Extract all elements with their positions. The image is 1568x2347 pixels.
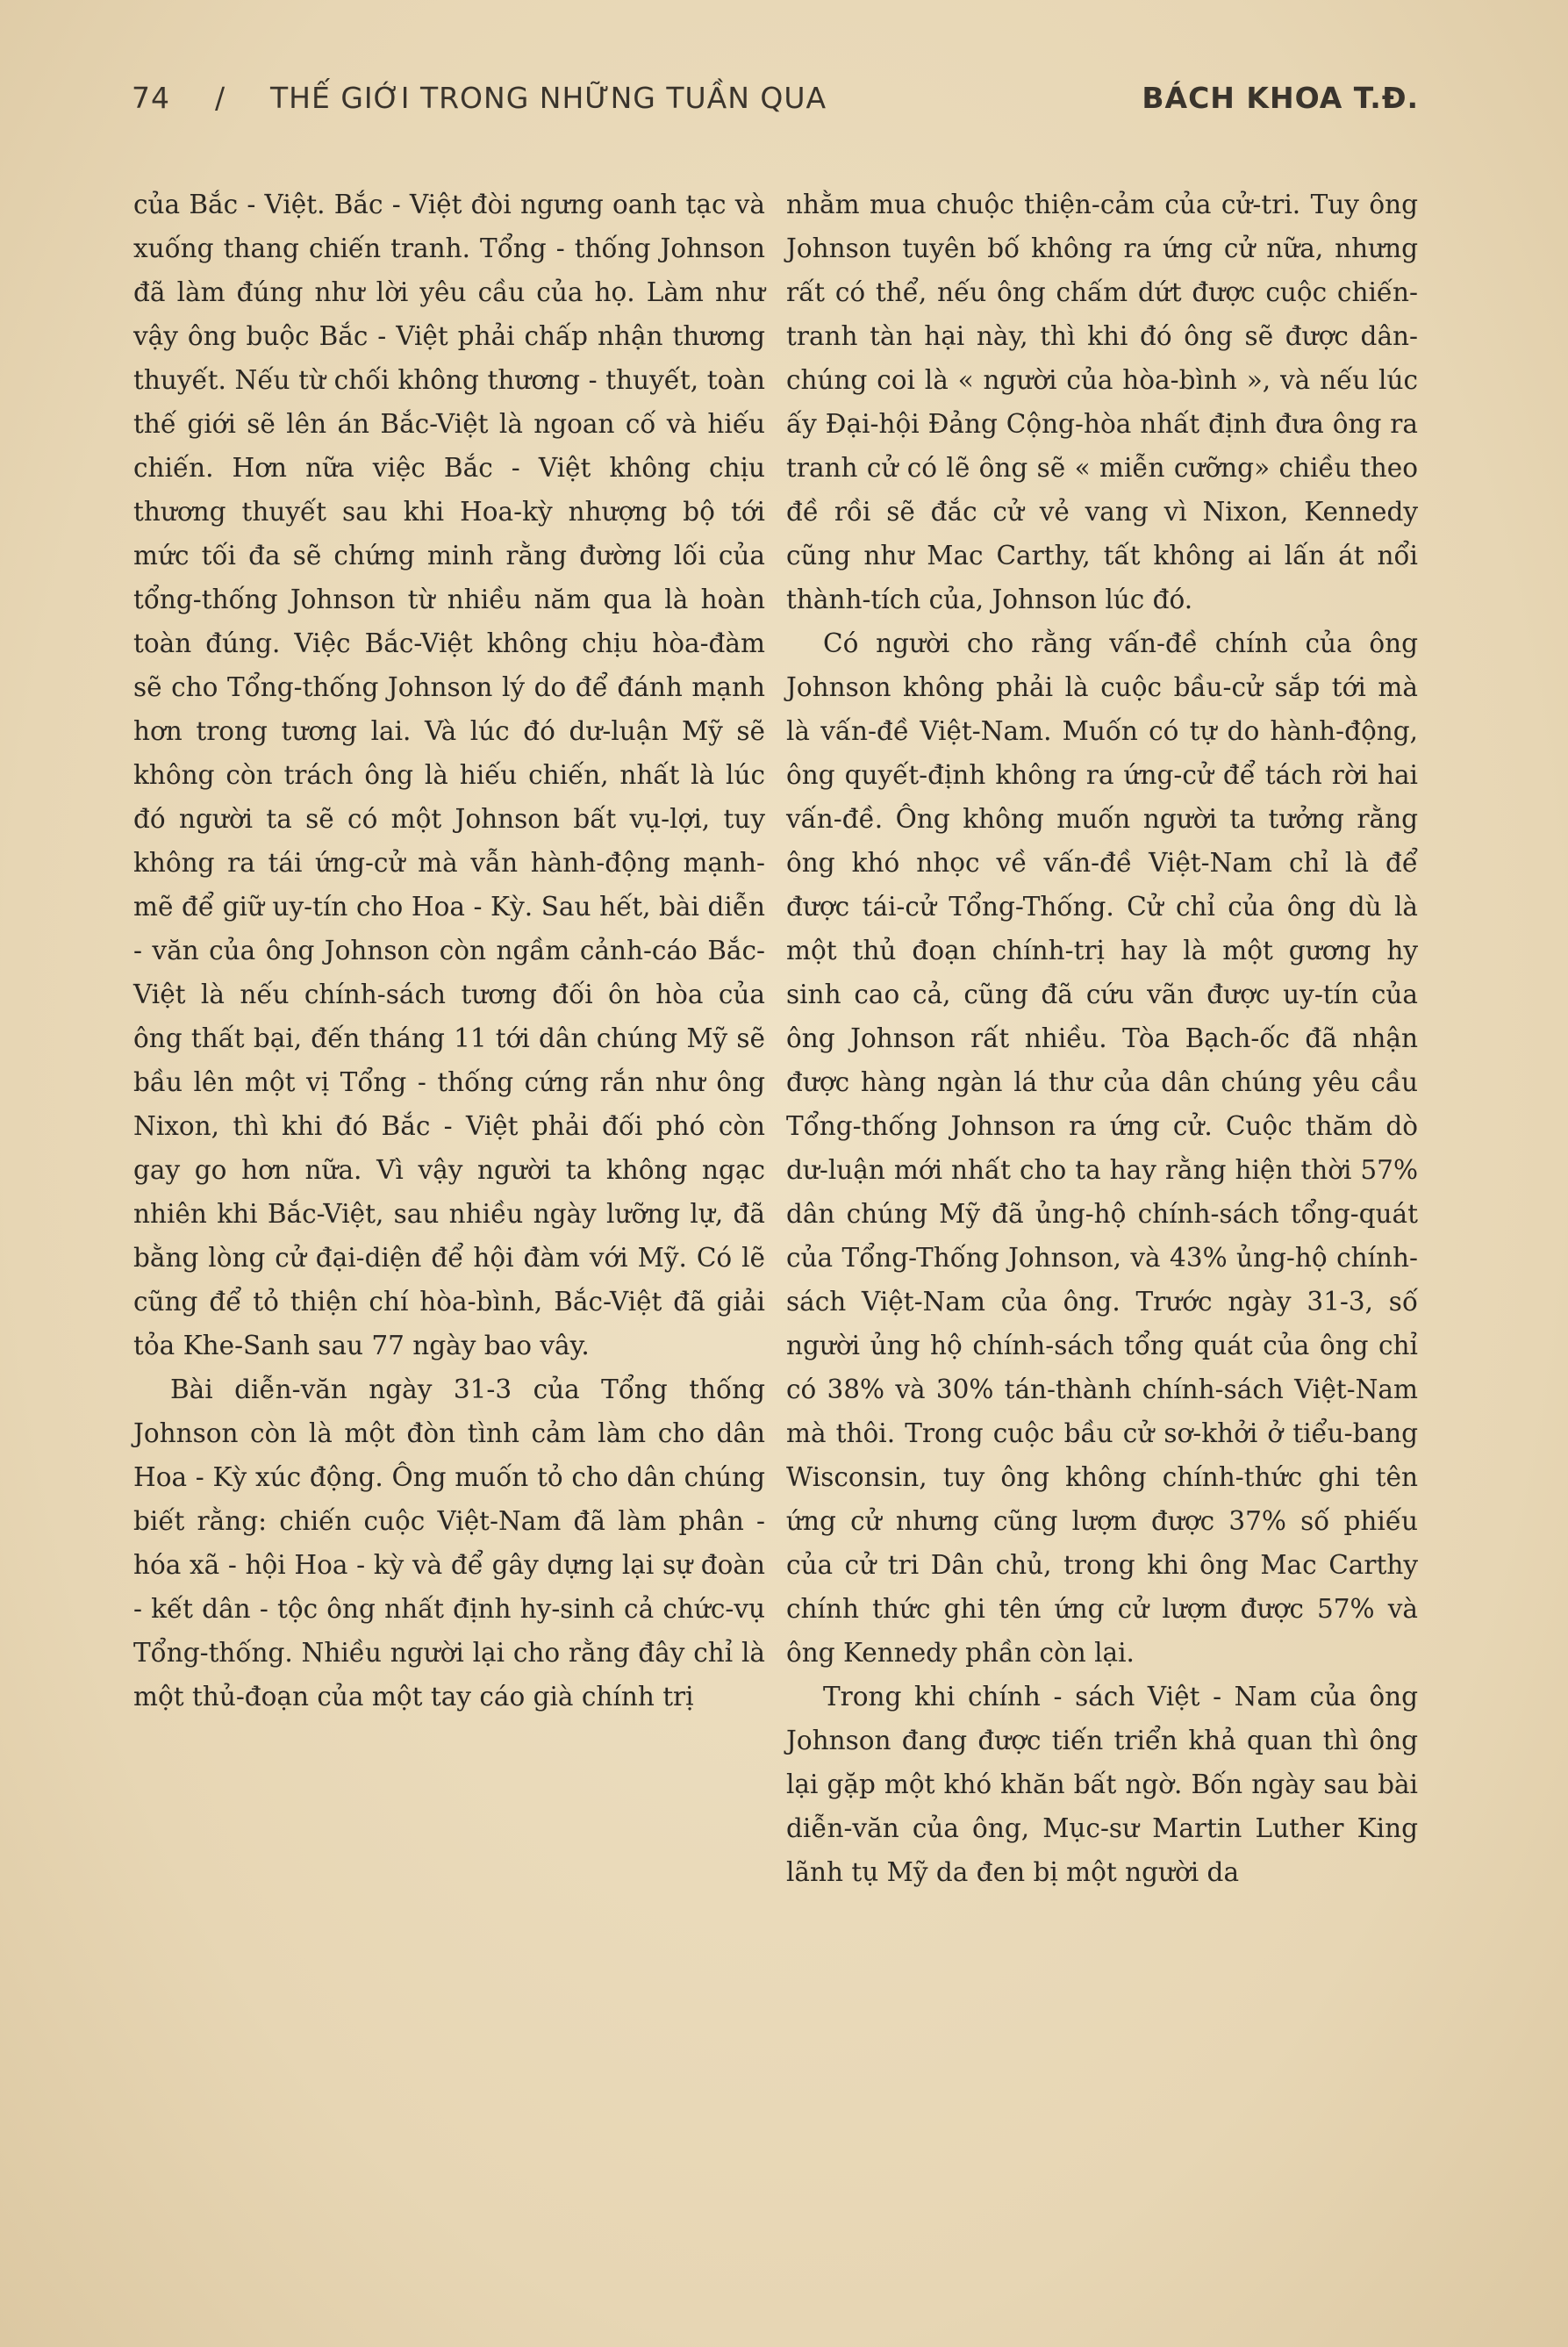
paragraph: nhằm mua chuộc thiện-cảm của cử-tri. Tuy ông Johnson tuyên bố không ra ứng cử nữa, nhưng rất có thể, nếu ông chấm dứt được cuộc chiến-tranh tàn hại này, thì khi đó ông sẽ được dân-chúng coi là « người của hòa-bình », và nếu lúc ấy Đại-hội Đảng Cộng-hòa nhất định đưa ông ra tranh cử có lẽ ông sẽ « miễn cưỡng» chiều theo đề rồi sẽ đắc cử vẻ vang vì Nixon, Kennedy cũng như Mac Carthy, tất không ai lấn át nổi thành-tích của, Johnson lúc đó. (786, 190, 1418, 614)
right-column (786, 183, 1418, 1894)
left-column (133, 183, 765, 1719)
header-separator: / (215, 81, 226, 115)
running-header (132, 81, 1419, 125)
page-number: 74 (132, 81, 170, 115)
paragraph: Bài diễn-văn ngày 31-3 của Tổng thống Johnson còn là một đòn tình cảm làm cho dân Hoa - Kỳ xúc động. Ông muốn tỏ cho dân chúng biết rằng: chiến cuộc Việt-Nam đã làm phân - hóa xã - hội Hoa - kỳ và để gây dựng lại sự đoàn - kết dân - tộc ông nhất định hy-sinh cả chức-vụ Tổng-thống. Nhiều người lại cho rằng đây chỉ là một thủ-đoạn của một tay cáo già chính trị (133, 1374, 765, 1712)
journal-name: BÁCH KHOA T.Đ. (1142, 81, 1419, 115)
paragraph: của Bắc - Việt. Bắc - Việt đòi ngưng oanh tạc và xuống thang chiến tranh. Tổng - thống Johnson đã làm đúng như lời yêu cầu của họ. Làm như vậy ông buộc Bắc - Việt phải chấp nhận thương thuyết. Nếu từ chối không thương - thuyết, toàn thế giới sẽ lên án Bắc-Việt là ngoan cố và hiếu chiến. Hơn nữa việc Bắc - Việt không chịu thương thuyết sau khi Hoa-kỳ nhượng bộ tới mức tối đa sẽ chứng minh rằng đường lối của tổng-thống Johnson từ nhiều năm qua là hoàn toàn đúng. Việc Bắc-Việt không chịu hòa-đàm sẽ cho Tổng-thống Johnson lý do để đánh mạnh hơn trong tương lai. Và lúc đó dư-luận Mỹ sẽ không còn trách ông là hiếu chiến, nhất là lúc đó người ta sẽ có một Johnson bất vụ-lợi, tuy không ra tái ứng-cử mà vẫn hành-động mạnh-mẽ để giữ uy-tín cho Hoa - Kỳ. Sau hết, bài diễn - văn của ông Johnson còn ngầm cảnh-cáo Bắc-Việt là nếu chính-sách tương đối ôn hòa của ông thất bại, đến tháng 11 tới dân chúng Mỹ sẽ bầu lên một vị Tổng - thống cứng rắn như ông Nixon, thì khi đó Bắc - Việt phải đối phó còn gay go hơn nữa. Vì vậy người ta không ngạc nhiên khi Bắc-Việt, sau nhiều ngày lưỡng lự, đã bằng lòng cử đại-diện để hội đàm với Mỹ. Có lẽ cũng để tỏ thiện chí hòa-bình, Bắc-Việt đã giải tỏa Khe-Sanh sau 77 ngày bao vây. (133, 190, 765, 1360)
section-title: THẾ GIỚI TRONG NHỮNG TUẦN QUA (270, 81, 827, 115)
paragraph: Trong khi chính - sách Việt - Nam của ông Johnson đang được tiến triển khả quan thì ông lại gặp một khó khăn bất ngờ. Bốn ngày sau bài diễn-văn của ông, Mục-sư Martin Luther King lãnh tụ Mỹ da đen bị một người da (786, 1682, 1418, 1887)
paragraph: Có người cho rằng vấn-đề chính của ông Johnson không phải là cuộc bầu-cử sắp tới mà là vấn-đề Việt-Nam. Muốn có tự do hành-động, ông quyết-định không ra ứng-cử để tách rời hai vấn-đề. Ông không muốn người ta tưởng rằng ông khó nhọc về vấn-đề Việt-Nam chỉ là để được tái-cử Tổng-Thống. Cử chỉ của ông dù là một thủ đoạn chính-trị hay là một gương hy sinh cao cả, cũng đã cứu vãn được uy-tín của ông Johnson rất nhiều. Tòa Bạch-ốc đã nhận được hàng ngàn lá thư của dân chúng yêu cầu Tổng-thống Johnson ra ứng cử. Cuộc thăm dò dư-luận mới nhất cho ta hay rằng hiện thời 57% dân chúng Mỹ đã ủng-hộ chính-sách tổng-quát của Tổng-Thống Johnson, và 43% ủng-hộ chính-sách Việt-Nam của ông. Trước ngày 31-3, số người ủng hộ chính-sách tổng quát của ông chỉ có 38% và 30% tán-thành chính-sách Việt-Nam mà thôi. Trong cuộc bầu cử sơ-khởi ở tiểu-bang Wisconsin, tuy ông không chính-thức ghi tên ứng cử nhưng cũng lượm được 37% số phiếu của cử tri Dân chủ, trong khi ông Mac Carthy chính thức ghi tên ứng cử lượm được 57% và ông Kennedy phần còn lại. (786, 628, 1418, 1668)
